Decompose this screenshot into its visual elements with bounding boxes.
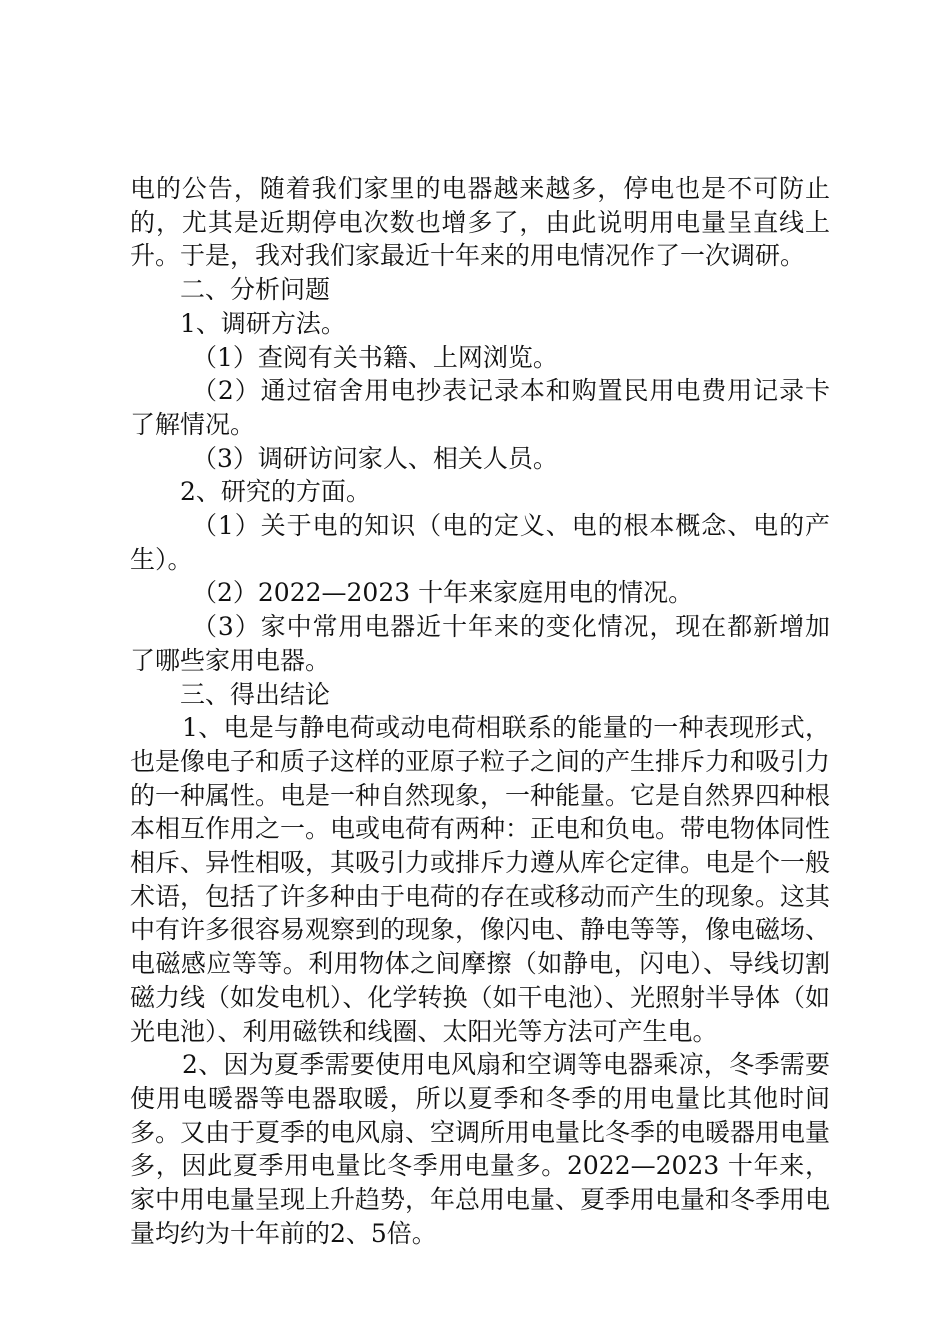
list-item-method-3: （3）调研访问家人、相关人员。 bbox=[192, 443, 558, 473]
list-item-aspect-3: （3）家中常用电器近十年来的变化情况，现在都新增加了哪些家用电器。 bbox=[130, 612, 830, 675]
paragraph-conclusion-1: 1、电是与静电荷或动电荷相联系的能量的一种表现形式，也是像电子和质子这样的亚原子粒子之间的产生排斥力和吸引力的一种属性。电是一种自然现象，一种能量。它是自然界四种根本相互作用之一。电或电荷有两种：正电和负电。带电物体同性相斥、异性相吸，其吸引力或排斥力遵从库仑定律。电是个一般术语，包括了许多种由于电荷的存在或移动而产生的现象。这其中有许多很容易观察到的现象，像闪电、静电等等，像电磁场、电磁感应等等。利用物体之间摩擦（如静电，闪电）、导线切割磁力线（如发电机）、化学转换（如干电池）、光照射半导体（如光电池）、利用磁铁和线圈、太阳光等方法可产生电。 bbox=[130, 713, 831, 1046]
document-body bbox=[130, 172, 830, 1251]
heading-analysis: 二、分析问题 bbox=[180, 275, 331, 305]
list-item-aspect-1: （1）关于电的知识（电的定义、电的根本概念、电的产生）。 bbox=[130, 511, 830, 574]
subheading-research-aspects: 2、研究的方面。 bbox=[180, 477, 371, 507]
list-item-method-1: （1）查阅有关书籍、上网浏览。 bbox=[192, 342, 558, 372]
list-item-aspect-2: （2）2022—2023 十年来家庭用电的情况。 bbox=[192, 578, 694, 608]
paragraph-conclusion-2: 2、因为夏季需要使用电风扇和空调等电器乘凉，冬季需要使用电暖器等电器取暖，所以夏季和冬季的用电量比其他时间多。又由于夏季的电风扇、空调所用电量比冬季的电暖器用电量多，因此夏季用电量比冬季用电量多。2022—2023 十年来，家中用电量呈现上升趋势，年总用电量、夏季用电量和冬季用电量均约为十年前的2、5倍。 bbox=[130, 1050, 831, 1248]
list-item-method-2: （2）通过宿舍用电抄表记录本和购置民用电费用记录卡了解情况。 bbox=[130, 376, 830, 439]
paragraph-intro: 电的公告，随着我们家里的电器越来越多，停电也是不可防止的，尤其是近期停电次数也增多了，由此说明用电量呈直线上升。于是，我对我们家最近十年来的用电情况作了一次调研。 bbox=[130, 174, 830, 271]
heading-conclusion: 三、得出结论 bbox=[180, 679, 331, 709]
subheading-research-method: 1、调研方法。 bbox=[180, 308, 346, 338]
